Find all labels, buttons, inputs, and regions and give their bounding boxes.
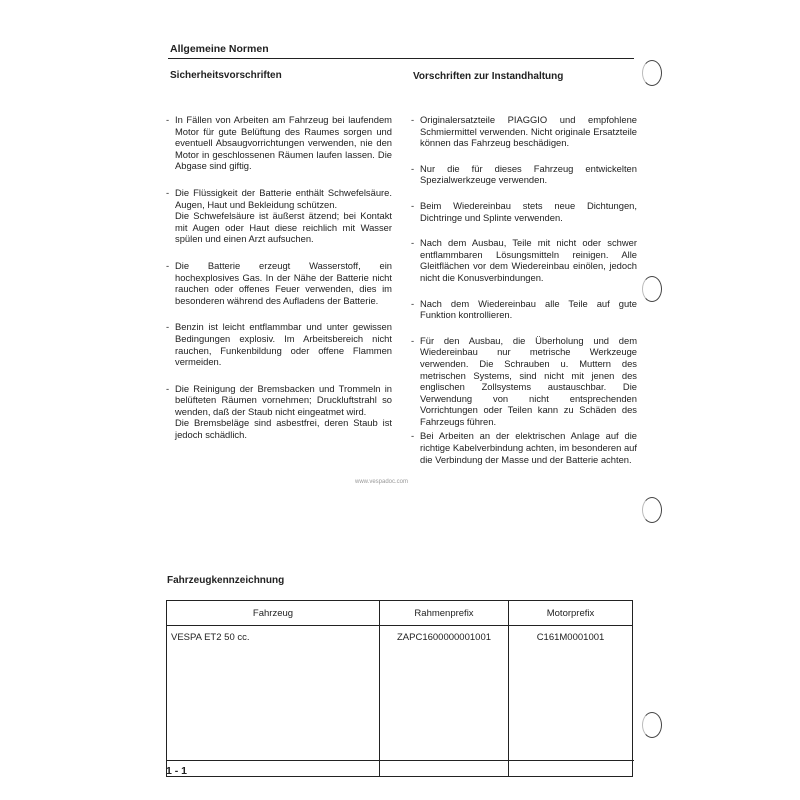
page-number: 1 - 1 bbox=[166, 765, 188, 777]
list-item: - Die Reinigung der Bremsbacken und Trommeln in belüfteten Räumen vornehmen; Druckluftstrahl so wenden, daß der Staub nicht eingeatmet wird. Die Bremsbeläge sind asbestfrei, deren Staub ist jedoch schädlich. bbox=[166, 382, 392, 441]
identification-heading: Fahrzeugkennzeichnung bbox=[167, 575, 285, 586]
identification-table bbox=[166, 600, 633, 777]
list-item: - Die Batterie erzeugt Wasserstoff, ein hochexplosives Gas. In der Nähe der Batterie nicht rauchen oder offenes Feuer verwenden, dies im besonderen während des Aufladens der Batterie. bbox=[166, 259, 392, 306]
binder-hole bbox=[642, 712, 662, 738]
column-header: Rahmenprefix bbox=[380, 601, 509, 626]
binder-hole bbox=[642, 497, 662, 523]
list-item: - Für den Ausbau, die Überholung und dem Wiedereinbau nur metrische Werkzeuge verwenden. Die Schrauben u. Muttern des metrischen Systems, sind nicht mit jenen des englischen Zollsystems austauschbar. Die Verwendung von nicht entsprechenden Vorrichtungen oder Teilen kann zu Schäden des Fahrzeugs führen. bbox=[411, 334, 637, 427]
list-item: - Bei Arbeiten an der elektrischen Anlage auf die richtige Kabelverbindung achten, im besonderen auf die Verbindung der Masse und der Batterie achten. bbox=[411, 430, 637, 465]
watermark: www.vespadoc.com bbox=[355, 479, 409, 485]
maintenance-list bbox=[411, 114, 637, 465]
binder-hole bbox=[642, 60, 662, 86]
column-header: Fahrzeug bbox=[167, 601, 380, 626]
table-cell: C161M0001001 bbox=[509, 626, 633, 777]
table-cell: ZAPC1600000001001 bbox=[380, 626, 509, 777]
list-item: - Benzin ist leicht entflammbar und unter gewissen Bedingungen explosiv. Im Arbeitsbereich nicht rauchen, Funkenbildung oder offene Flammen vermeiden. bbox=[166, 321, 392, 368]
list-item: - Nur die für dieses Fahrzeug entwickelten Spezialwerkzeuge verwenden. bbox=[411, 162, 637, 186]
list-item: - Nach dem Ausbau, Teile mit nicht oder schwer entflammbaren Lösungsmitteln reinigen. Alle Gleitflächen vor dem Wiedereinbau einölen, jedoch nicht die Konusverbindungen. bbox=[411, 237, 637, 283]
binder-hole bbox=[642, 276, 662, 302]
page-title: Allgemeine Normen bbox=[170, 43, 269, 55]
column-header: Motorprefix bbox=[509, 601, 633, 626]
safety-list bbox=[166, 114, 392, 441]
footer-rule bbox=[166, 760, 634, 761]
list-item: - Originalersatzteile PIAGGIO und empfohlene Schmiermittel verwenden. Nicht originale Ersatzteile können das Fahrzeug beschädigen. bbox=[411, 114, 637, 149]
maintenance-heading: Vorschriften zur Instandhaltung bbox=[413, 71, 564, 82]
list-item: - Nach dem Wiedereinbau alle Teile auf gute Funktion kontrollieren. bbox=[411, 297, 637, 321]
list-item: - Beim Wiedereinbau stets neue Dichtungen, Dichtringe und Splinte verwenden. bbox=[411, 199, 637, 223]
header-rule bbox=[168, 58, 634, 59]
list-item: - Die Flüssigkeit der Batterie enthält Schwefelsäure. Augen, Haut und Bekleidung schützen. Die Schwefelsäure ist äußerst ätzend; bei Kontakt mit Augen oder Haut diese reichlich mit Wasser spülen und einen Arzt aufsuchen. bbox=[166, 186, 392, 245]
table-row bbox=[167, 626, 633, 777]
safety-heading: Sicherheitsvorschriften bbox=[170, 70, 282, 81]
list-item: - In Fällen von Arbeiten am Fahrzeug bei laufendem Motor für gute Belüftung des Raumes sorgen und eventuell Absaugvorrichtungen verwenden, nie den Motor in geschlossenen Räumen laufen lassen. Die Abgase sind giftig. bbox=[166, 114, 392, 172]
table-cell: VESPA ET2 50 cc. bbox=[167, 626, 380, 777]
table-header-row bbox=[167, 601, 633, 626]
